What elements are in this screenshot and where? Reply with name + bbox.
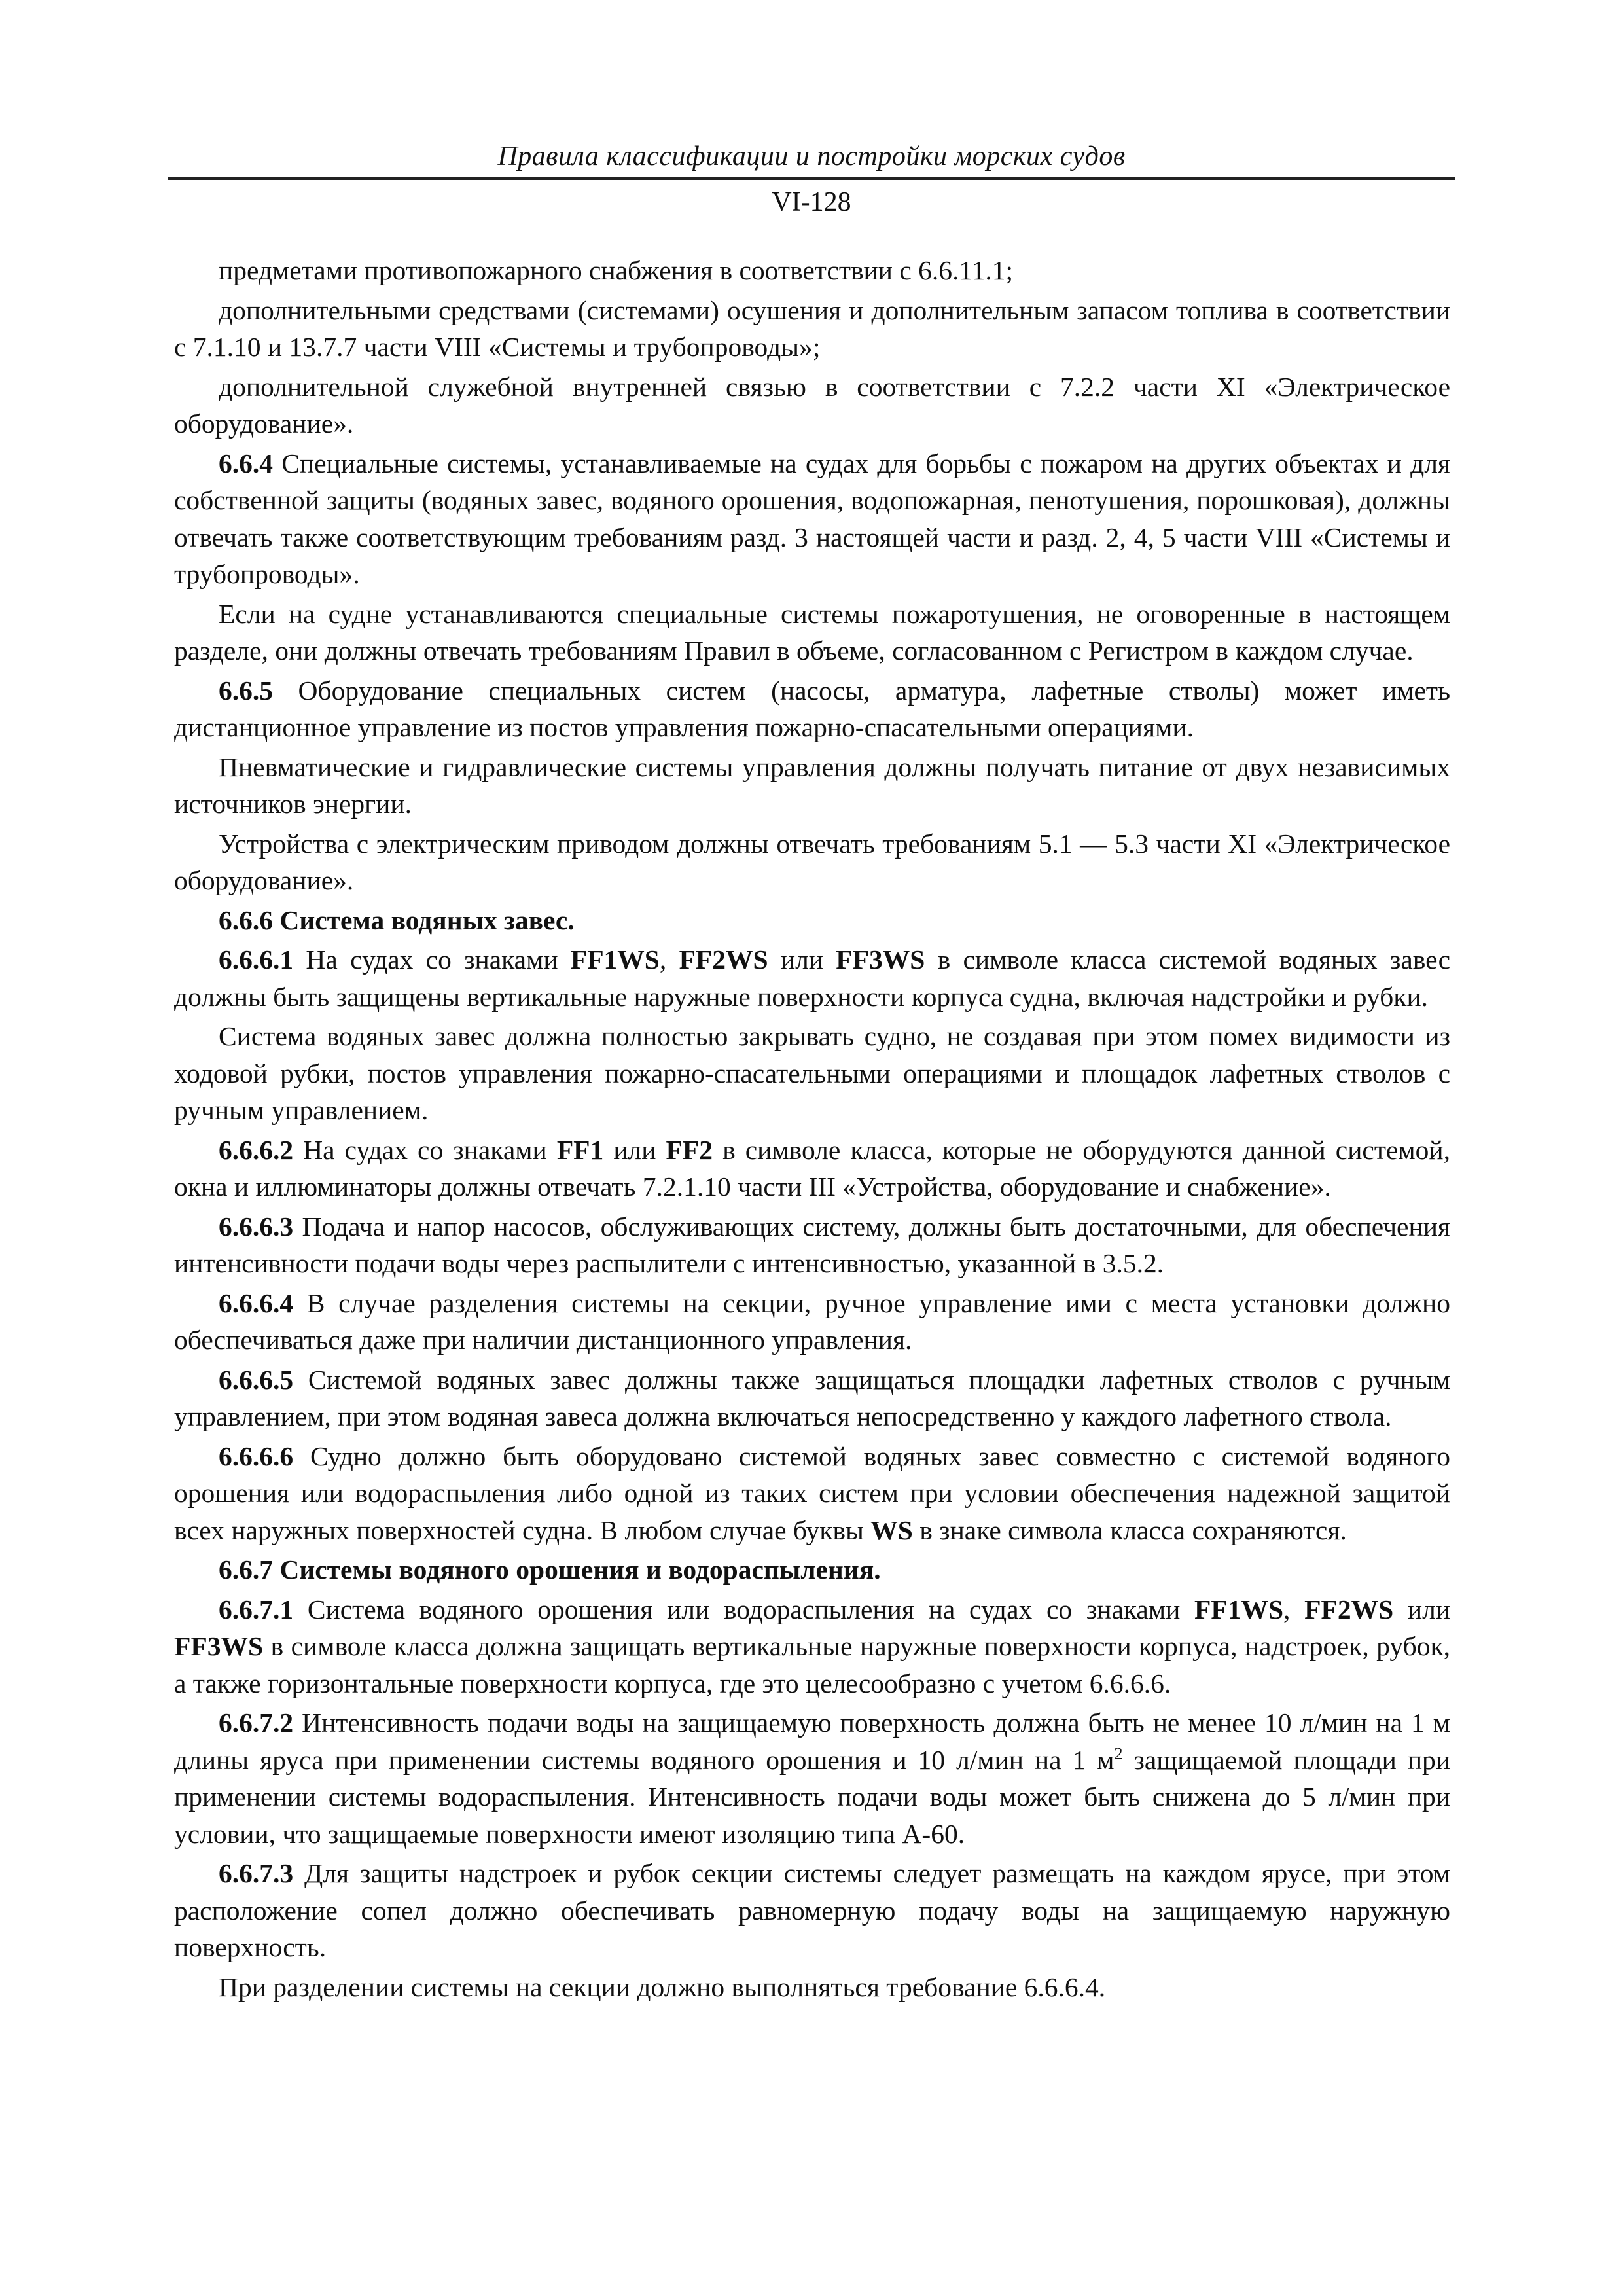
text-run: в знаке символа класса сохраняются. <box>912 1515 1347 1545</box>
text-run: Для защиты надстроек и рубок секции системы следует размещать на каждом ярусе, при этом расположение сопел должно обеспечивать равномерную подачу воды на защищаемую наружную поверхность. <box>174 1858 1450 1962</box>
body-text <box>174 252 1450 2008</box>
paragraph-8 <box>174 825 1450 899</box>
bold-text: FF2WS <box>1304 1594 1394 1624</box>
text-run: в символе класса должна защищать вертикальные наружные поверхности корпуса, надстроек, рубок, а также горизонтальные поверхности корпуса, где это целесообразно с учетом 6.6.6.6. <box>174 1631 1450 1698</box>
bold-text: 6.6.7.1 <box>219 1594 294 1624</box>
text-run: предметами противопожарного снабжения в соответствии с 6.6.11.1; <box>219 255 1013 285</box>
text-run: , <box>659 944 679 975</box>
paragraph-5 <box>174 596 1450 670</box>
text-run: Специальные системы, устанавливаемые на судах для борьбы с пожаром на других объектах и для собственной защиты (водяных завес, водяного орошения, водопожарная, пенотушения, порошковая), должны отвечать также соответствующим требованиям разд. 3 настоящей части и разд. 2, 4, 5 части VIII «Системы и трубопроводы». <box>174 448 1450 589</box>
bold-text: FF2 <box>666 1134 713 1165</box>
bold-text: 6.6.6.1 <box>219 944 294 975</box>
bold-text: 6.6.6.6 <box>219 1441 294 1471</box>
paragraph-18 <box>174 1591 1450 1702</box>
text-run: Система водяных завес должна полностью закрывать судно, не создавая при этом помех видимости из ходовой рубки, постов управления пожарно-спасательными операциями и площадок лафетных стволов с ручным управлением. <box>174 1021 1450 1125</box>
bold-text: FF3WS <box>836 944 925 975</box>
text-run: Интенсивность подачи воды на защищаемую поверхность должна быть не менее 10 л/мин на 1 м длины яруса при применении системы водяного орошения и 10 л/мин на 1 м <box>174 1708 1450 1775</box>
bold-text: 6.6.6.5 <box>219 1364 294 1395</box>
paragraph-1 <box>174 252 1450 289</box>
text-run: Оборудование специальных систем (насосы, арматура, лафетные стволы) может иметь дистанционное управление из постов управления пожарно-спасательными операциями. <box>174 675 1450 742</box>
bold-text: 6.6.6.4 <box>219 1287 294 1318</box>
bold-text: 6.6.6.2 <box>219 1134 294 1165</box>
bold-text: WS <box>870 1515 913 1545</box>
text-run: На судах со знаками <box>293 1134 557 1165</box>
bold-text: 6.6.4 <box>219 448 273 478</box>
paragraph-12 <box>174 1132 1450 1206</box>
paragraph-10 <box>174 941 1450 1015</box>
text-run: или <box>603 1134 666 1165</box>
text-run: В случае разделения системы на секции, ручное управление ими с места установки должно обеспечиваться даже при наличии дистанционного управления. <box>174 1287 1450 1355</box>
paragraph-19 <box>174 1704 1450 1852</box>
bold-text: FF1WS <box>570 944 660 975</box>
text-run: или <box>1393 1594 1450 1624</box>
paragraph-4 <box>174 445 1450 593</box>
text-run: дополнительными средствами (системами) осушения и дополнительным запасом топлива в соответствии с 7.1.10 и 13.7.7 части VIII «Системы и трубопроводы»; <box>174 295 1450 362</box>
bold-text: 6.6.7.3 <box>219 1858 294 1888</box>
text-run: , <box>1283 1594 1305 1624</box>
paragraph-9 <box>174 902 1450 939</box>
bold-text: FF1 <box>556 1134 604 1165</box>
text-run: Пневматические и гидравлические системы управления должны получать питание от двух независимых источников энергии. <box>174 751 1450 819</box>
paragraph-3 <box>174 368 1450 442</box>
paragraph-21 <box>174 1969 1450 2006</box>
text-run: Подача и напор насосов, обслуживающих систему, должны быть достаточными, для обеспечения интенсивности подачи воды через распылители с интенсивностью, указанной в 3.5.2. <box>174 1211 1450 1278</box>
text-run: в символе класса, которые не оборудуются данной системой, окна и иллюминаторы должны отвечать 7.2.1.10 части III «Устройства, оборудование и снабжение». <box>174 1134 1450 1202</box>
bold-text: 6.6.7.2 <box>219 1708 294 1738</box>
bold-text: 6.6.6.3 <box>219 1211 294 1242</box>
paragraph-20 <box>174 1855 1450 1966</box>
superscript: 2 <box>1114 1744 1123 1763</box>
text-run: Если на судне устанавливаются специальные системы пожаротушения, не оговоренные в настоящем разделе, они должны отвечать требованиям Правил в объеме, согласованном с Регистром в каждом случае. <box>174 598 1450 666</box>
text-run: защищаемой площади при применении системы водораспыления. Интенсивность подачи воды может быть снижена до 5 л/мин при условии, что защищаемые поверхности имеют изоляцию типа A-60. <box>174 1744 1450 1849</box>
text-run: На судах со знаками <box>293 944 571 975</box>
page-header <box>168 137 1455 222</box>
paragraph-16 <box>174 1438 1450 1549</box>
paragraph-13 <box>174 1208 1450 1282</box>
page-number: VI-128 <box>772 187 851 217</box>
paragraph-6 <box>174 672 1450 746</box>
text-run: дополнительной служебной внутренней связью в соответствии с 7.2.2 части XI «Электрическое оборудование». <box>174 371 1450 439</box>
bold-text: FF3WS <box>174 1631 264 1661</box>
paragraph-11 <box>174 1018 1450 1129</box>
bold-text: 6.6.7 Системы водяного орошения и водораспыления. <box>219 1554 881 1585</box>
paragraph-14 <box>174 1285 1450 1359</box>
text-run: в символе класса системой водяных завес должны быть защищены вертикальные наружные поверхности корпуса судна, включая надстройки и рубки. <box>174 944 1450 1012</box>
bold-text: 6.6.6 Система водяных завес. <box>219 905 575 935</box>
header-divider <box>168 177 1455 180</box>
text-run: или <box>768 944 836 975</box>
paragraph-7 <box>174 749 1450 823</box>
text-run: Устройства с электрическим приводом должны отвечать требованиям 5.1 — 5.3 части XI «Электрическое оборудование». <box>174 828 1450 895</box>
bold-text: 6.6.5 <box>219 675 273 706</box>
text-run: Система водяного орошения или водораспыления на судах со знаками <box>293 1594 1195 1624</box>
paragraph-15 <box>174 1361 1450 1435</box>
text-run: При разделении системы на секции должно выполняться требование 6.6.6.4. <box>219 1971 1106 2002</box>
paragraph-2 <box>174 292 1450 366</box>
bold-text: FF2WS <box>679 944 768 975</box>
running-title: Правила классификации и постройки морских судов <box>497 141 1126 171</box>
paragraph-17 <box>174 1551 1450 1588</box>
bold-text: FF1WS <box>1194 1594 1284 1624</box>
text-run: Системой водяных завес должны также защищаться площадки лафетных стволов с ручным управлением, при этом водяная завеса должна включаться непосредственно у каждого лафетного ствола. <box>174 1364 1450 1431</box>
text-run: Судно должно быть оборудовано системой водяных завес совместно с системой водяного орошения или водораспыления либо одной из таких систем при условии обеспечения надежной защитой всех наружных поверхностей судна. В любом случае буквы <box>174 1441 1450 1545</box>
